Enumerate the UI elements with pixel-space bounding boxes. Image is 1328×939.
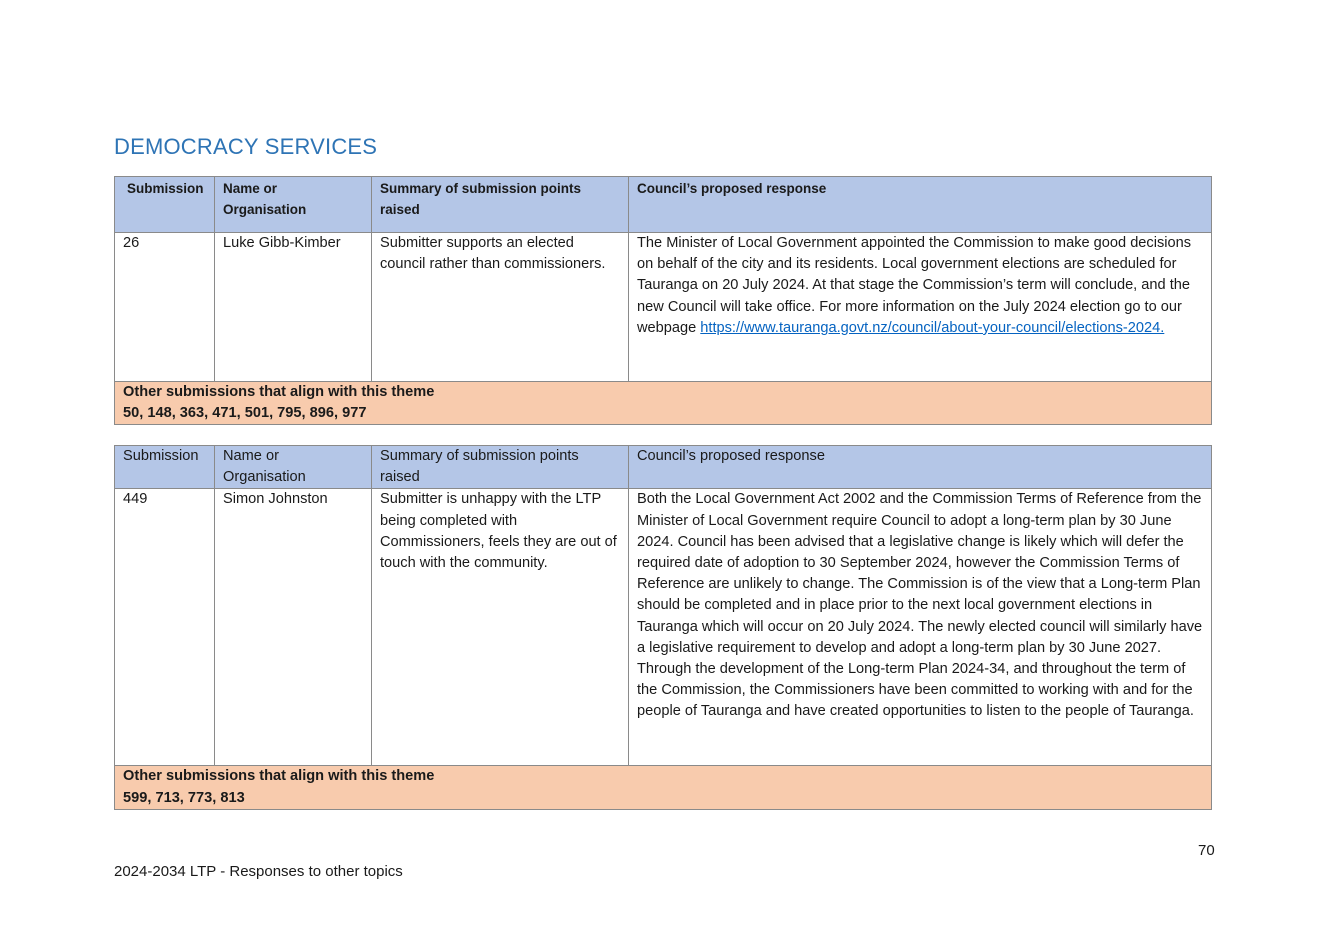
other-submissions-label: Other submissions that align with this theme xyxy=(123,384,435,400)
elections-link[interactable]: https://www.tauranga.govt.nz/council/about-your-council/elections-2024. xyxy=(700,319,1165,336)
other-submissions-numbers: 50, 148, 363, 471, 501, 795, 896, 977 xyxy=(123,405,367,422)
table-row xyxy=(115,233,1212,382)
other-submissions-row xyxy=(115,382,1212,425)
other-submissions-numbers: 599, 713, 773, 813 xyxy=(123,789,245,806)
header-submission: Submission xyxy=(115,446,215,489)
other-submissions-label: Other submissions that align with this theme xyxy=(123,768,435,785)
submission-table-1 xyxy=(114,176,1212,425)
submission-table-2 xyxy=(114,445,1212,810)
header-name: Name or Organisation xyxy=(215,446,372,489)
other-submissions-cell xyxy=(115,382,1212,425)
footer-text: 2024-2034 LTP - Responses to other topics xyxy=(114,863,403,880)
link-prefix: webpage xyxy=(637,319,701,336)
header-response: Council’s proposed response xyxy=(629,446,1212,489)
table-row xyxy=(115,489,1212,766)
header-response: Council’s proposed response xyxy=(629,177,1212,233)
header-name: Name or Organisation xyxy=(215,177,372,233)
council-response-text: The Minister of Local Government appointed the Commission to make good decisions on behalf of the city and its residents. Local government elections are scheduled for Tauranga on 20 July 2024. At that stage the Commission’s term will conclude, and the new Council will take office. For more information on the July 2024 election go to our xyxy=(637,235,1192,315)
submission-summary: Submitter supports an elected council rather than commissioners. xyxy=(372,233,629,382)
table-header-row xyxy=(115,446,1212,489)
section-title: DEMOCRACY SERVICES xyxy=(114,134,378,159)
submission-number: 449 xyxy=(115,489,215,766)
submitter-name: Luke Gibb-Kimber xyxy=(215,233,372,382)
table-header-row xyxy=(115,177,1212,233)
other-submissions-cell xyxy=(115,766,1212,809)
submission-summary: Submitter is unhappy with the LTP being completed with Commissioners, feels they are out of touch with the community. xyxy=(372,489,629,766)
header-submission: Submission xyxy=(115,177,215,233)
header-summary: Summary of submission points raised xyxy=(372,446,629,489)
council-response-text-2: Through the development of the Long-term Plan 2024-34, and throughout the term of the Commission, the Commissioners have been committed to working with and for the people of Tauranga and have created opportunities to listen to the people of Tauranga. xyxy=(637,661,1194,720)
page-number: 70 xyxy=(1198,842,1215,859)
header-summary: Summary of submission points raised xyxy=(372,177,629,233)
other-submissions-row xyxy=(115,766,1212,809)
council-response xyxy=(629,489,1212,766)
submitter-name: Simon Johnston xyxy=(215,489,372,766)
council-response-text: Both the Local Government Act 2002 and the Commission Terms of Reference from the Minister of Local Government require Council to adopt a long-term plan by 30 June 2024. Council has been advised that a legislative change is likely which will defer the required date of adoption to 30 September 2024, however the Commission Terms of Reference are unlikely to change. The Commission is of the view that a Long-term Plan should be completed and in place prior to the next local government elections in Tauranga which will occur on 20 July 2024. The newly elected council will similarly have a legislative requirement to develop and adopt a long-term plan by 30 June 2027. xyxy=(637,491,1203,656)
submission-number: 26 xyxy=(115,233,215,382)
council-response xyxy=(629,233,1212,382)
